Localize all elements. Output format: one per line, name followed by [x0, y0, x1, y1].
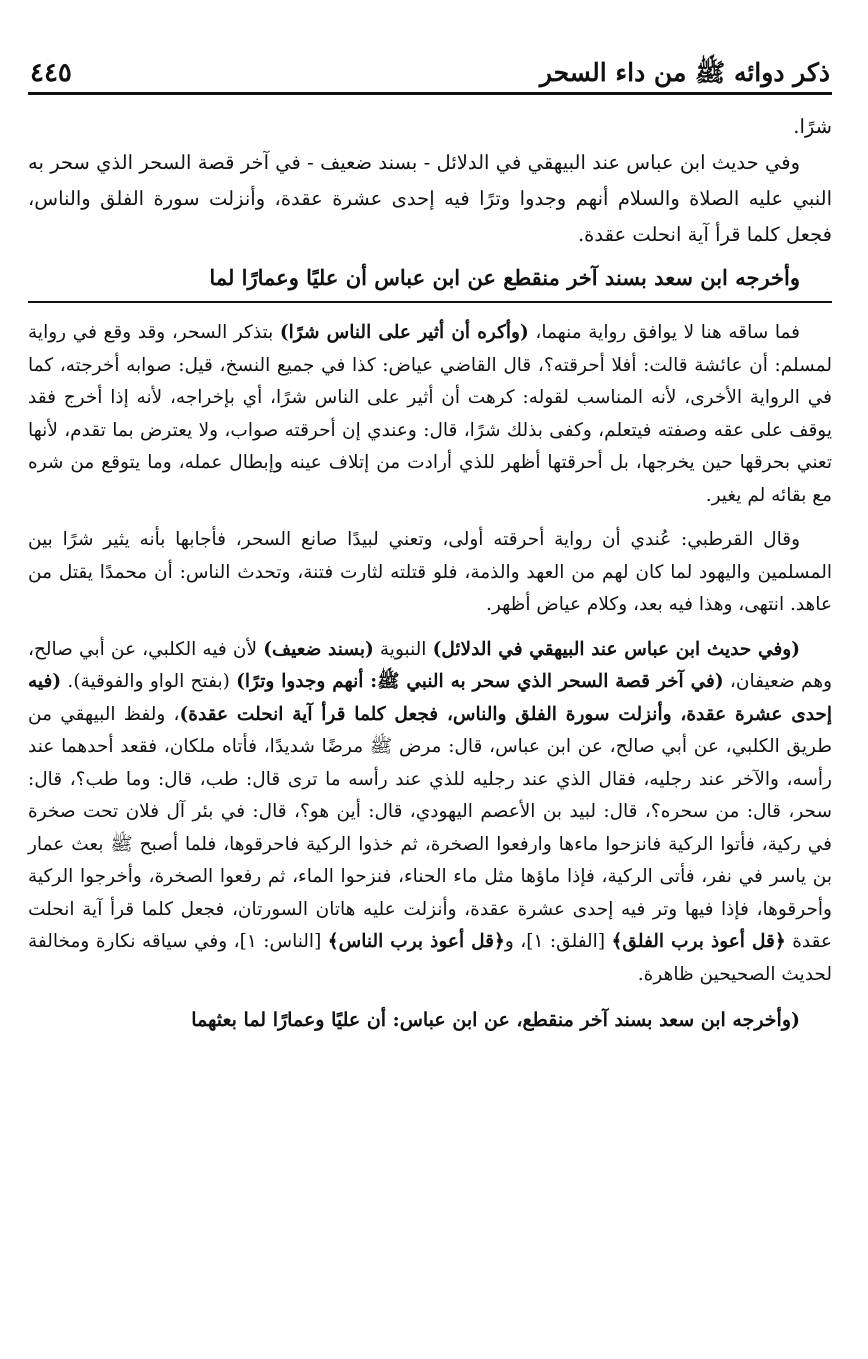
commentary-text-span: ، ولفظ البيهقي من طريق الكلبي، عن أبي صالح، عن ابن عباس، قال: مرض ﷺ مرضًا شديدًا، فأتاه ملكان، فقعد أحدهما عند رأسه، والآخر عند رجليه، فقال الذي عند رجليه للذي عند رأسه ما ترى قال: طب، قال: وما طب؟، قال: سحر، قال: من سحره؟، قال: لبيد بن الأعصم اليهودي، قال: أين هو؟، قال: في بئر آل فلان تحت صخرة في ركية، فأتوا الركية فانزحوا ماءها وارفعوا الصخرة، ثم خذوا الركية فاحرقوها، فلما أصبح ﷺ بعث عمار بن ياسر في نفر، فأتى الركية، فإذا ماؤها مثل ماء الحناء، فنزحوا الماء، ثم رفعوا الصخرة، وأخرجوا الركية وأحرقوها، فإذا فيها وتر فيه إحدى عشرة عقدة، وأنزلت عليه هاتان السورتان، فجعل كلما قرأ آية انحلت عقدة — [28, 703, 833, 952]
commentary-paragraph-4: (وأخرجه ابن سعد بسند آخر منقطع، عن ابن عباس: أن عليًا وعمارًا لما بعثهما — [191, 1009, 800, 1031]
commentary-text — [28, 317, 832, 1037]
running-header — [28, 40, 832, 95]
chapter-title: ذكر دوائه ﷺ من داء السحر — [539, 58, 830, 87]
commentary-text-span: النبوية — [373, 638, 433, 660]
main-paragraph: وفي حديث ابن عباس عند البيهقي في الدلائل - بسند ضعيف - في آخر قصة السحر الذي سحر به النبي عليه الصلاة والسلام أنهم وجدوا وترًا فيه إحدى عشرة عقدة، وأنزلت سورة الفلق والناس، فجعل كلما قرأ آية انحلت عقدة. — [28, 151, 832, 246]
quoted-matn: (بسند ضعيف) — [263, 638, 374, 660]
quoted-matn: (فيه إحدى عشرة عقدة، وأنزلت سورة الفلق والناس، فجعل كلما قرأ آية انحلت عقدة) — [28, 671, 832, 725]
commentary-paragraph-3 — [28, 634, 832, 992]
commentary-paragraph-1 — [28, 317, 832, 512]
commentary-text-span: [الفلق: ١]، و — [504, 931, 612, 952]
book-page — [28, 40, 832, 1339]
main-paragraph-lead: وأخرجه ابن سعد بسند آخر منقطع عن ابن عباس أن عليًا وعمارًا لما — [209, 265, 800, 290]
quoted-matn: (في آخر قصة السحر الذي سحر به النبي ﷺ: أنهم وجدوا وترًا) — [236, 671, 724, 692]
quran-verse: ﴿قل أعوذ برب الفلق﴾ — [611, 931, 786, 952]
commentary-text-span: لأن فيه الكلبي، عن أبي صالح، وهم ضعيفان، — [28, 638, 833, 692]
quoted-matn: (وأكره أن أثير على الناس شرًا) — [279, 322, 529, 343]
footnote-divider — [28, 301, 832, 303]
quran-verse: ﴿قل أعوذ برب الناس﴾ — [327, 931, 505, 952]
commentary-text-span: [الناس: ١]، وفي سياقه نكارة ومخالفة لحديث الصحيحين ظاهرة. — [28, 931, 832, 985]
commentary-text-span: (بفتح الواو والفوقية). — [61, 671, 237, 692]
commentary-text-span: بتذكر السحر، وقد وقع في رواية لمسلم: أن عائشة قالت: أفلا أحرقته؟، قال القاضي عياض: كذا في جميع النسخ، قيل: صوابه أخرجته، كما في الرواية الأخرى، لأنه المناسب لقوله: كرهت أن أثير على الناس شرًا، أي بإخراجه، لأنه إذا أخرج فقد يوقف على عقه وصفته فيتعلم، وكفى بذلك شرًا، قال: وعندي إن أحرقته صواب، ولا يعترض بما تقدم، لأنها تعني بحرقها حين يخرجها، بل أحرقتها أظهر للذي أرادت من إتلاف عينه وإبطال عمله، وما يتوقع من شره مع بقائه لم يغير. — [28, 322, 832, 506]
main-paragraph-continuation: شرًا. — [793, 115, 832, 138]
main-text — [28, 109, 832, 297]
page-number: ٤٤٥ — [30, 58, 72, 88]
commentary-text-span: فما ساقه هنا لا يوافق رواية منهما، — [528, 322, 801, 343]
quoted-matn: (وفي حديث ابن عباس عند البيهقي في الدلائل) — [432, 638, 800, 660]
commentary-paragraph-2: وقال القرطبي: عُندي أن رواية أحرقته أولى، وتعني لبيدًا صانع السحر، فأجابها بأنه يثير شرًا بين المسلمين واليهود لما كان لهم من العهد والذمة، فلو قتلته لثارت فتنة، وتحدث الناس: أن محمدًا يقتل من عاهد. انتهى، وهذا فيه بعد، وكلام عياض أظهر. — [28, 529, 832, 615]
